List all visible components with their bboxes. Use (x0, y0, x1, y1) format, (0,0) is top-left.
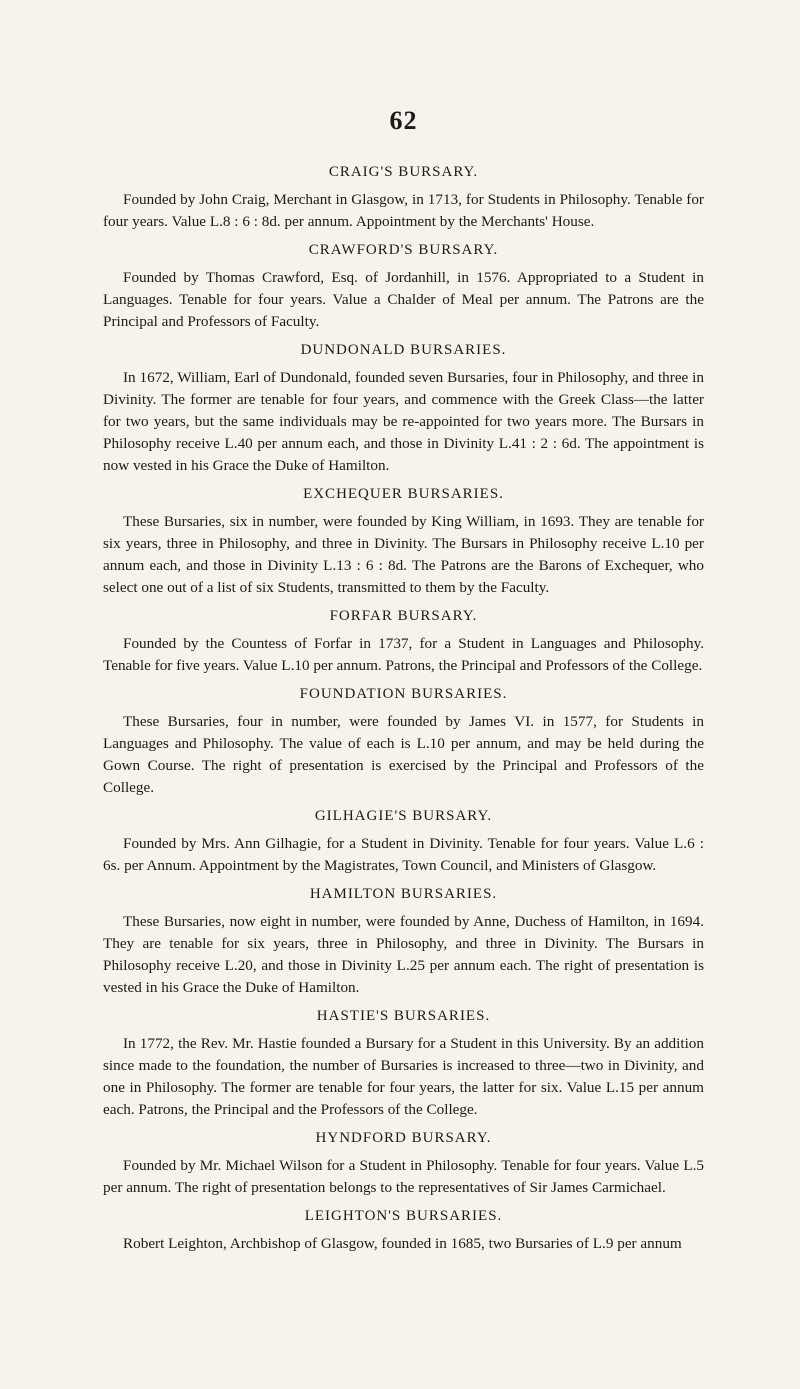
section-heading: CRAWFORD'S BURSARY. (308, 242, 499, 258)
section-craig (103, 164, 704, 233)
section-text: Founded by John Craig, Merchant in Glasgow, in 1713, for Students in Philosophy. Tenable for four years. Value L.8 : 6 : 8d. per annum. Appointment by the Merchants' House. (103, 191, 704, 230)
section-text: These Bursaries, now eight in number, were founded by Anne, Duchess of Hamilton, in 1694. They are tenable for six years, three in Philosophy, and three in Divinity. The Bursars in Philosophy receive L.20, and those in Divinity L.25 per annum each. The right of presentation is vested in his Grace the Duke of Hamilton. (103, 913, 704, 996)
section-foundation (103, 686, 704, 799)
section-hamilton (103, 886, 704, 999)
section-heading: LEIGHTON'S BURSARIES. (304, 1208, 503, 1224)
section-heading: HAMILTON BURSARIES. (309, 886, 498, 902)
section-hyndford (103, 1130, 704, 1199)
page-number: 62 (389, 106, 418, 135)
section-leighton (103, 1208, 704, 1255)
section-text: Founded by Mr. Michael Wilson for a Student in Philosophy. Tenable for four years. Value L.5 per annum. The right of presentation belongs to the representatives of Sir James Carmichael. (103, 1157, 704, 1196)
section-exchequer (103, 486, 704, 599)
section-dundonald (103, 342, 704, 477)
section-heading: CRAIG'S BURSARY. (328, 164, 479, 180)
section-heading: FORFAR BURSARY. (329, 608, 478, 624)
section-heading: EXCHEQUER BURSARIES. (303, 486, 504, 502)
section-text: Founded by Mrs. Ann Gilhagie, for a Student in Divinity. Tenable for four years. Value L.6 : 6s. per Annum. Appointment by the Magistrates, Town Council, and Ministers of Glasgow. (103, 835, 704, 874)
section-text: These Bursaries, four in number, were founded by James VI. in 1577, for Students in Languages and Philosophy. The value of each is L.10 per annum, and may be held during the Gown Course. The right of presentation is exercised by the Principal and Professors of the College. (103, 713, 704, 796)
section-hastie (103, 1008, 704, 1121)
section-heading: FOUNDATION BURSARIES. (299, 686, 508, 702)
section-forfar (103, 608, 704, 677)
section-crawford (103, 242, 704, 333)
section-heading: GILHAGIE'S BURSARY. (314, 808, 493, 824)
section-text: In 1672, William, Earl of Dundonald, founded seven Bursaries, four in Philosophy, and three in Divinity. The former are tenable for four years, and commence with the Greek Class—the latter for two years, but the same individuals may be re-appointed for two years more. The Bursars in Philosophy receive L.40 per annum each, and those in Divinity L.41 : 2 : 6d. The appointment is now vested in his Grace the Duke of Hamilton. (103, 369, 704, 474)
section-text: Founded by Thomas Crawford, Esq. of Jordanhill, in 1576. Appropriated to a Student in Languages. Tenable for four years. Value a Chalder of Meal per annum. The Patrons are the Principal and Professors of Faculty. (103, 269, 704, 330)
section-heading: HYNDFORD BURSARY. (315, 1130, 492, 1146)
section-text: Founded by the Countess of Forfar in 1737, for a Student in Languages and Philosophy. Tenable for five years. Value L.10 per annum. Patrons, the Principal and Professors of the College. (103, 635, 704, 674)
section-gilhagie (103, 808, 704, 877)
section-text: In 1772, the Rev. Mr. Hastie founded a Bursary for a Student in this University. By an addition since made to the foundation, the number of Bursaries is increased to three—two in Divinity, and one in Philosophy. The former are tenable for four years, the latter for six. Value L.15 per annum each. Patrons, the Principal and the Professors of the College. (103, 1035, 704, 1118)
section-heading: DUNDONALD BURSARIES. (300, 342, 507, 358)
section-heading: HASTIE'S BURSARIES. (316, 1008, 491, 1024)
section-text: Robert Leighton, Archbishop of Glasgow, founded in 1685, two Bursaries of L.9 per annum (123, 1235, 682, 1252)
section-text: These Bursaries, six in number, were founded by King William, in 1693. They are tenable for six years, three in Philosophy, and three in Divinity. The Bursars in Philosophy receive L.10 per annum each, and those in Divinity L.13 : 6 : 8d. The Patrons are the Barons of Exchequer, who select one out of a list of six Students, transmitted to them by the Faculty. (103, 513, 704, 596)
